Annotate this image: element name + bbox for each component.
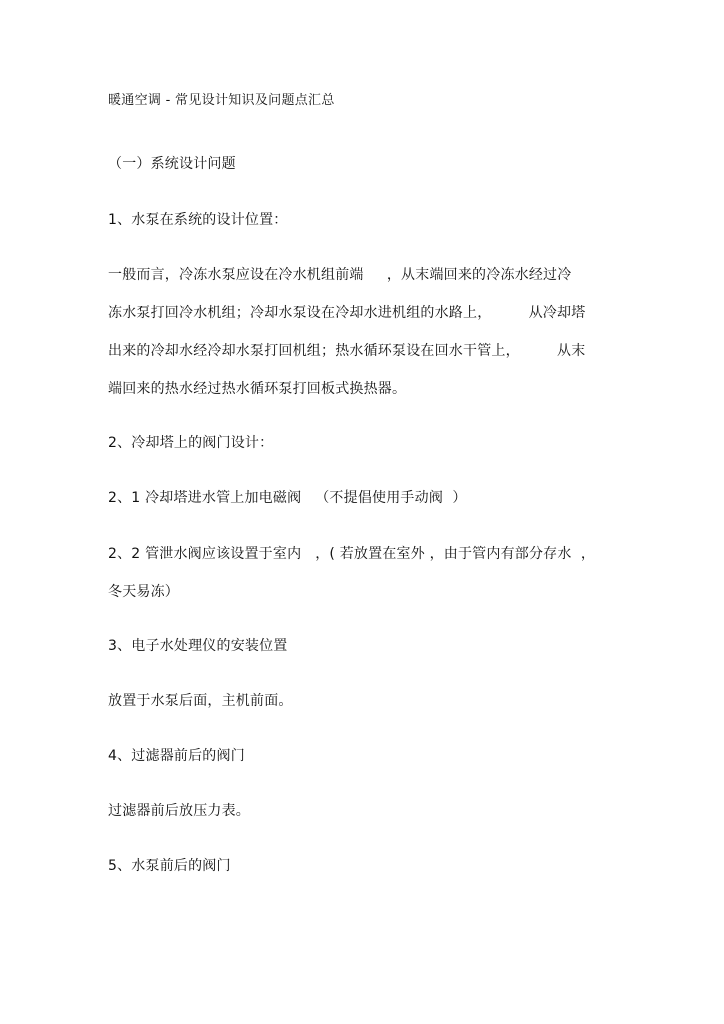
q2-2-item-line: 2、2 管泄水阀应该设置于室内 ，( 若放置在室外 ，由于管内有部分存水 ， — [108, 546, 596, 562]
q3-heading: 3、电子水处理仪的安装位置 — [108, 638, 288, 654]
q1-body-line: 端回来的热水经过热水循环泵打回板式换热器。 — [108, 381, 407, 397]
q1-body-line: 冻水泵打回冷水机组；冷却水泵设在冷却水进机组的水路上， 从冷却塔 — [108, 305, 586, 321]
q1-heading: 1、水泵在系统的设计位置： — [108, 212, 288, 228]
q1-body-line: 一般而言，冷冻水泵应设在冷水机组前端 ，从末端回来的冷冻水经过冷 — [108, 267, 572, 283]
section-heading: （一）系统设计问题 — [108, 156, 236, 172]
q2-2-item-line: 冬天易冻） — [108, 584, 179, 600]
document-title: 暖通空调 - 常见设计知识及问题点汇总 — [108, 93, 335, 108]
q4-body: 过滤器前后放压力表。 — [108, 803, 250, 819]
q3-body: 放置于水泵后面，主机前面。 — [108, 693, 293, 709]
q5-heading: 5、水泵前后的阀门 — [108, 858, 231, 874]
q2-1-item: 2、1 冷却塔进水管上加电磁阀 （不提倡使用手动阀 ） — [108, 490, 467, 506]
q2-heading: 2、冷却塔上的阀门设计： — [108, 435, 274, 451]
q1-body-line: 出来的冷却水经冷却水泵打回机组；热水循环泵设在回水干管上， 从末 — [108, 343, 586, 359]
q4-heading: 4、过滤器前后的阀门 — [108, 748, 245, 764]
